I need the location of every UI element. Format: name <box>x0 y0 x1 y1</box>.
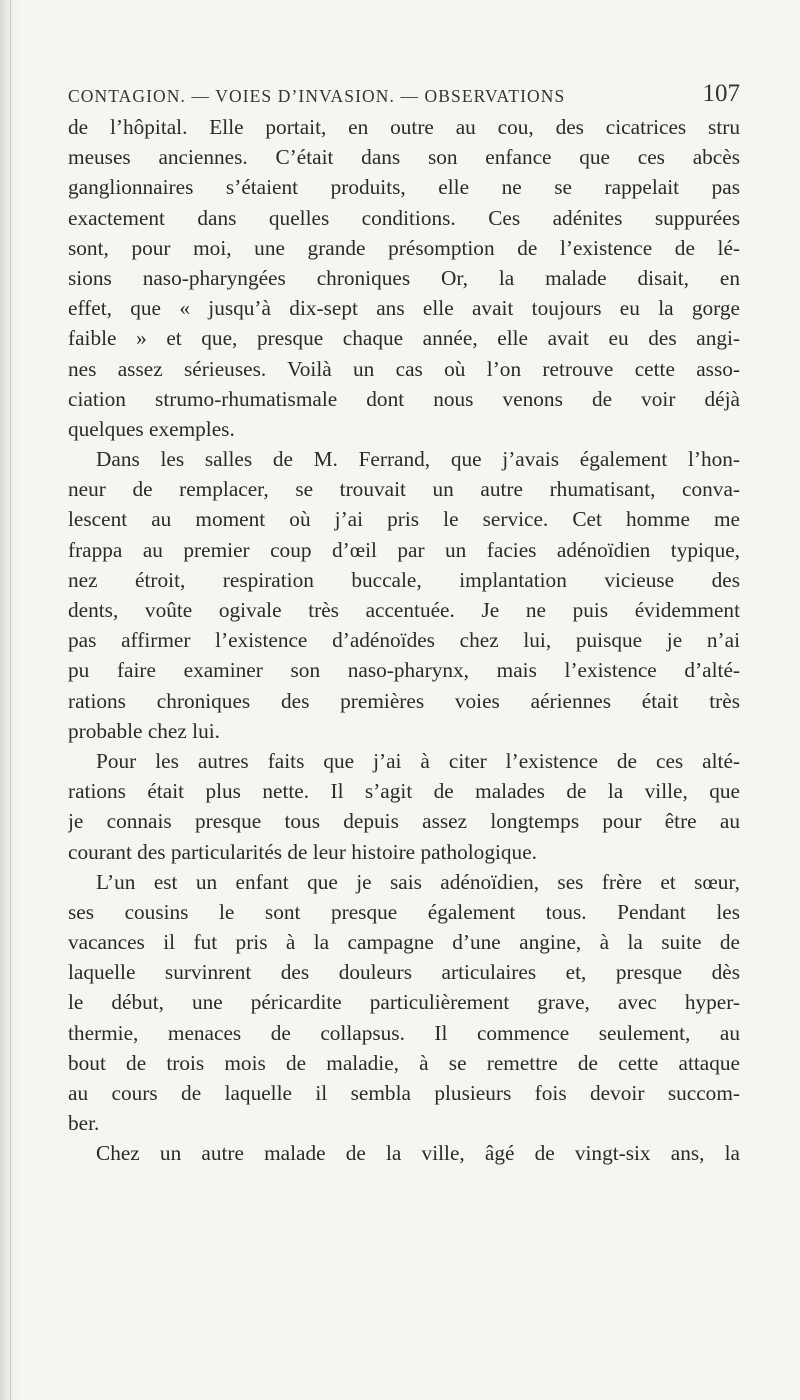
text-line: sont, pour moi, une grande présomption de l’existence de lé- <box>68 235 740 260</box>
text-line: faible » et que, presque chaque année, elle avait eu des angi- <box>68 326 740 351</box>
text-line: probable chez lui. <box>68 718 220 743</box>
running-head: CONTAGION. — VOIES D’INVASION. — OBSERVATIONS <box>68 86 566 106</box>
text-line: effet, que « jusqu’à dix-sept ans elle avait toujours eu la gorge <box>68 296 740 321</box>
text-line: ber. <box>68 1111 100 1136</box>
body-text <box>68 112 740 1169</box>
text-line: pas affirmer l’existence d’adénoïdes chez lui, puisque je n’ai <box>68 628 740 653</box>
text-line: je connais presque tous depuis assez longtemps pour être au <box>68 809 740 834</box>
text-line: dents, voûte ogivale très accentuée. Je ne puis évidemment <box>68 598 740 622</box>
text-line: courant des particularités de leur histoire pathologique. <box>68 839 537 864</box>
text-line: nez étroit, respiration buccale, implantation vicieuse des <box>68 567 740 592</box>
book-gutter-edge <box>0 0 22 1400</box>
text-line: vacances il fut pris à la campagne d’une angine, à la suite de <box>68 930 740 955</box>
text-line: rations était plus nette. Il s’agit de malades de la ville, que <box>68 779 740 804</box>
text-line: ciation strumo-rhumatismale dont nous venons de voir déjà <box>68 386 740 411</box>
text-line: sions naso-pharyngées chroniques Or, la malade disait, en <box>68 265 740 290</box>
text-line: Chez un autre malade de la ville, âgé de vingt-six ans, la <box>96 1141 740 1166</box>
text-line: laquelle survinrent des douleurs articulaires et, presque dès <box>68 960 740 985</box>
page-header <box>68 80 740 110</box>
gutter-line <box>10 0 11 1400</box>
text-line: ses cousins le sont presque également tous. Pendant les <box>68 899 740 924</box>
text-line: Pour les autres faits que j’ai à citer l’existence de ces alté- <box>96 748 740 773</box>
text-line: rations chroniques des premières voies aériennes était très <box>68 688 740 713</box>
text-line: neur de remplacer, se trouvait un autre rhumatisant, conva- <box>68 477 740 502</box>
text-line: nes assez sérieuses. Voilà un cas où l’on retrouve cette asso- <box>68 356 740 381</box>
text-line: meuses anciennes. C’était dans son enfance que ces abcès <box>68 145 740 170</box>
text-line: bout de trois mois de maladie, à se remettre de cette attaque <box>68 1050 740 1075</box>
text-line: frappa au premier coup d’œil par un facies adénoïdien typique, <box>68 537 740 562</box>
text-line: ganglionnaires s’étaient produits, elle ne se rappelait pas <box>68 175 740 200</box>
page-number: 107 <box>702 80 740 107</box>
text-line: pu faire examiner son naso-pharynx, mais l’existence d’alté- <box>68 658 740 683</box>
text-line: de l’hôpital. Elle portait, en outre au cou, des cicatrices stru <box>68 115 740 139</box>
text-line: exactement dans quelles conditions. Ces adénites suppurées <box>68 205 740 230</box>
text-line: le début, une péricardite particulièrement grave, avec hyper- <box>68 990 740 1015</box>
text-line: L’un est un enfant que je sais adénoïdien, ses frère et sœur, <box>96 869 740 894</box>
text-line: lescent au moment où j’ai pris le service. Cet homme me <box>68 507 740 532</box>
text-line: au cours de laquelle il sembla plusieurs fois devoir succom- <box>68 1081 740 1105</box>
text-line: Dans les salles de M. Ferrand, que j’avais également l’hon- <box>96 447 740 472</box>
text-line: thermie, menaces de collapsus. Il commence seulement, au <box>68 1020 740 1045</box>
text-line: quelques exemples. <box>68 416 235 441</box>
